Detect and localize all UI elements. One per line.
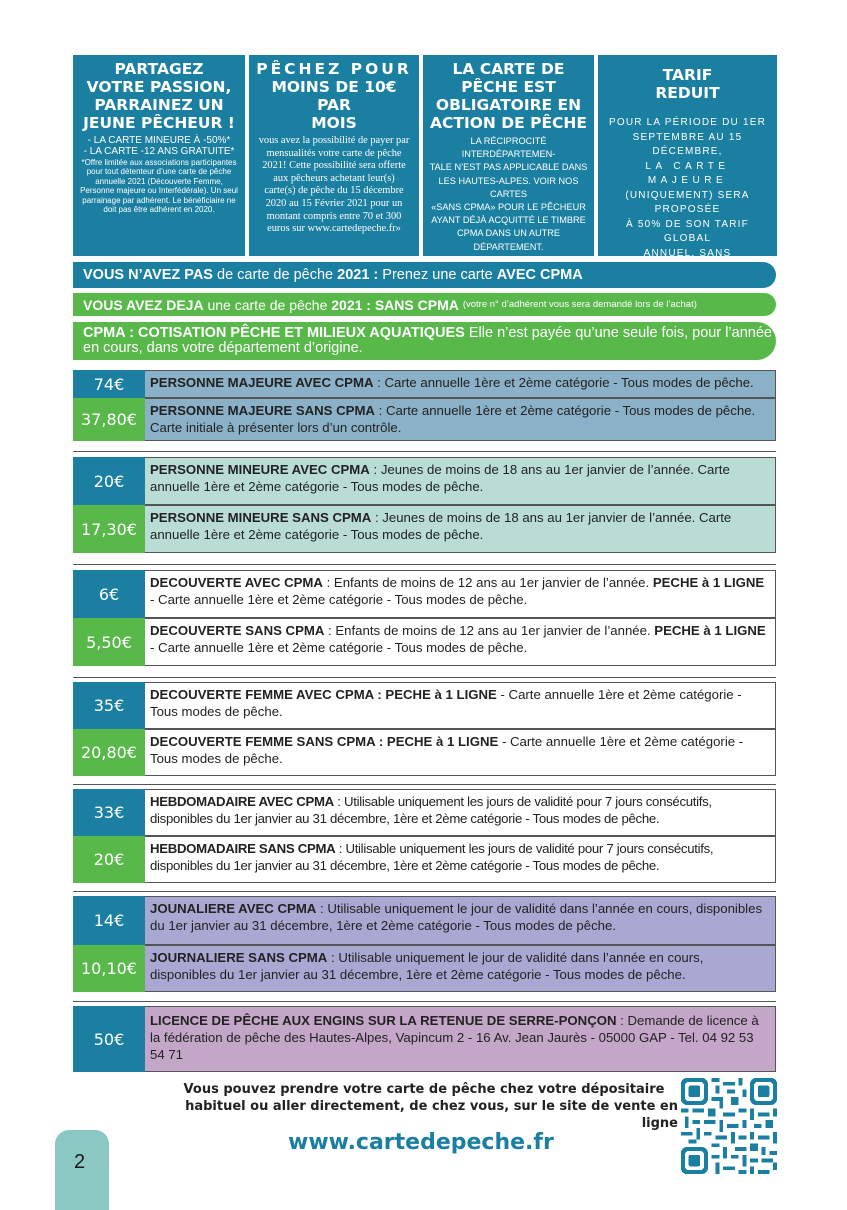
description-cell: PERSONNE MINEURE SANS CPMA : Jeunes de moins de 18 ans au 1er janvier de l’année. Carte annuelle 1ère et 2ème catégorie - Tous modes de pêche.: [145, 505, 776, 553]
info-box-obligatoire: [423, 55, 594, 256]
box-title: TARIF REDUIT: [655, 66, 720, 102]
table-row: [73, 370, 776, 398]
box-title: PÊCHEZ POUR MOINS DE 10€ PAR MOIS: [256, 60, 412, 132]
price-cell: 14€: [73, 896, 145, 945]
table-row: [73, 570, 776, 618]
footer-note: Vous pouvez prendre votre carte de pêche chez votre dépositaire habituel ou aller directement, de chez vous, sur le site de vente en ligne: [183, 1082, 678, 1131]
divider: [73, 677, 776, 678]
table-row: [73, 618, 776, 666]
table-row: [73, 398, 776, 441]
table-row: [73, 505, 776, 553]
divider: [73, 564, 776, 565]
table-row: [73, 945, 776, 992]
page-number: 2: [74, 1151, 86, 1173]
box-body: - LA CARTE MINEURE À -50%* - LA CARTE -12 ANS GRATUITE* *Offre limitée aux associations participantes pour tout détenteur d’une carte de pêche annuelle 2021 (Découverte Femme, Personne majeure ou Interfédérale). Un seul parrainage par adhérent. Le bénéficiaire ne doit pas être adhérent en 2020.: [80, 135, 238, 215]
table-row: [73, 729, 776, 776]
box-body: LA RÉCIPROCITÉ INTERDÉPARTEMEN- TALE N’EST PAS APPLICABLE DANS LES HAUTES-ALPES. VOIR NOS CARTES «SANS CPMA» POUR LE PÊCHEUR AYANT DÉJÀ ACQUITTÉ LE TIMBRE CPMA DANS UN AUTRE DÉPARTEMENT.: [429, 136, 588, 252]
price-cell: 5,50€: [73, 618, 145, 666]
description-cell: PERSONNE MAJEURE AVEC CPMA : Carte annuelle 1ère et 2ème catégorie - Tous modes de pêche.: [145, 370, 776, 398]
divider: [73, 1001, 776, 1002]
table-row: [73, 836, 776, 883]
description-cell: DECOUVERTE FEMME AVEC CPMA : PECHE à 1 LIGNE - Carte annuelle 1ère et 2ème catégorie - Tous modes de pêche.: [145, 682, 776, 729]
info-boxes: [73, 55, 777, 259]
description-cell: JOURNALIERE SANS CPMA : Utilisable uniquement le jour de validité dans l’année en cours, disponibles du 1er janvier au 31 décembre, 1ère et 2ème catégorie - Tous modes de pêche.: [145, 945, 776, 992]
info-box-parrainage: [73, 55, 245, 256]
website-link[interactable]: www.cartedepeche.fr: [288, 1130, 554, 1155]
description-cell: LICENCE DE PÊCHE AUX ENGINS SUR LA RETENUE DE SERRE-PONÇON : Demande de licence à la fédération de pêche des Hautes-Alpes, Vapincum 2 - 16 Av. Jean Jaurès - 05000 GAP - Tel. 04 92 53 54 71: [145, 1006, 776, 1072]
banner-cpma: CPMA : COTISATION PÊCHE ET MILIEUX AQUATIQUES Elle n’est payée qu’une seule fois, pour l’année en cours, dans votre département d’origine.: [73, 322, 776, 360]
table-row: [73, 896, 776, 945]
divider: [73, 891, 776, 892]
price-cell: 20,80€: [73, 729, 145, 776]
price-cell: 6€: [73, 570, 145, 618]
description-cell: HEBDOMADAIRE SANS CPMA : Utilisable uniquement les jours de validité pour 7 jours consécutifs, disponibles du 1er janvier au 31 décembre, 1ère et 2ème catégorie - Tous modes de pêche.: [145, 836, 776, 883]
price-cell: 20€: [73, 836, 145, 883]
description-cell: DECOUVERTE SANS CPMA : Enfants de moins de 12 ans au 1er janvier de l’année. PECHE à 1 LIGNE - Carte annuelle 1ère et 2ème catégorie - Tous modes de pêche.: [145, 618, 776, 666]
price-cell: 33€: [73, 789, 145, 836]
table-row: [73, 682, 776, 729]
qr-code-icon[interactable]: [681, 1078, 777, 1174]
description-cell: JOUNALIERE AVEC CPMA : Utilisable uniquement le jour de validité dans l’année en cours, disponibles du 1er janvier au 31 décembre, 1ère et 2ème catégorie - Tous modes de pêche.: [145, 896, 776, 945]
box-body: vous avez la possibilité de payer par mensualités votre carte de pêche 2021! Cette possibilité sera offerte aux pêcheurs achetant leur(s) carte(s) de pêche du 15 décembre 2020 au 15 Février 2021 pour un montant compris entre 70 et 300 euros sur www.cartedepeche.fr»: [258, 135, 410, 235]
table-row: [73, 789, 776, 836]
divider: [73, 451, 776, 452]
price-cell: 50€: [73, 1006, 145, 1072]
divider: [73, 784, 776, 785]
description-cell: DECOUVERTE FEMME SANS CPMA : PECHE à 1 LIGNE - Carte annuelle 1ère et 2ème catégorie - Tous modes de pêche.: [145, 729, 776, 776]
price-cell: 74€: [73, 370, 145, 398]
price-cell: 17,30€: [73, 505, 145, 553]
description-cell: PERSONNE MAJEURE SANS CPMA : Carte annuelle 1ère et 2ème catégorie - Tous modes de pêche. Carte initiale à présenter lors d’un contrôle.: [145, 398, 776, 441]
description-cell: PERSONNE MINEURE AVEC CPMA : Jeunes de moins de 18 ans au 1er janvier de l’année. Carte annuelle 1ère et 2ème catégorie - Tous modes de pêche.: [145, 457, 776, 505]
description-cell: HEBDOMADAIRE AVEC CPMA : Utilisable uniquement les jours de validité pour 7 jours consécutifs, disponibles du 1er janvier au 31 décembre, 1ère et 2ème catégorie - Tous modes de pêche.: [145, 789, 776, 836]
banner-sans-carte: VOUS N’AVEZ PAS de carte de pêche 2021 : Prenez une carte AVEC CPMA: [73, 262, 776, 288]
info-box-mensualites: [249, 55, 419, 256]
price-cell: 37,80€: [73, 398, 145, 441]
banner-avec-carte: VOUS AVEZ DEJA une carte de pêche 2021 : SANS CPMA (votre n° d’adhérent vous sera demandé lors de l’achat): [73, 293, 776, 316]
price-cell: 20€: [73, 457, 145, 505]
box-title: PARTAGEZ VOTRE PASSION, PARRAINEZ UN JEUNE PÊCHEUR !: [83, 60, 235, 132]
description-cell: DECOUVERTE AVEC CPMA : Enfants de moins de 12 ans au 1er janvier de l’année. PECHE à 1 LIGNE - Carte annuelle 1ère et 2ème catégorie - Tous modes de pêche.: [145, 570, 776, 618]
price-cell: 35€: [73, 682, 145, 729]
box-body: POUR LA PÉRIODE DU 1ER SEPTEMBRE AU 15 DÉCEMBRE, LA CARTE MAJEURE (UNIQUEMENT) SERA PROPOSÉE À 50% DE SON TARIF GLOBAL ANNUEL, SANS: [609, 117, 766, 259]
info-box-tarif-reduit: [598, 55, 777, 259]
table-row: [73, 457, 776, 505]
box-title: LA CARTE DE PÊCHE EST OBLIGATOIRE EN ACTION DE PÊCHE: [430, 60, 587, 132]
price-cell: 10,10€: [73, 945, 145, 992]
table-row: [73, 1006, 776, 1072]
